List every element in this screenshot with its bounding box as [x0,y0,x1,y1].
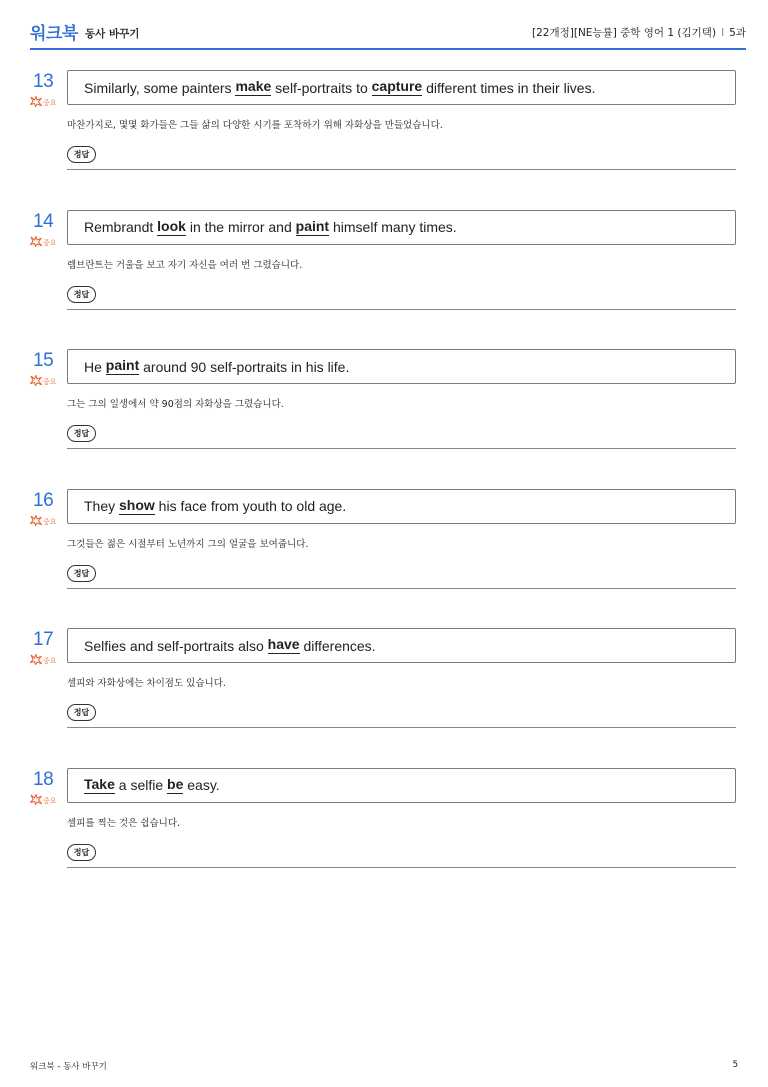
book-info [532,25,746,40]
important-badge-label: 중요 [43,796,57,805]
answer-button[interactable]: 정답 [67,425,96,442]
target-verb: paint [105,357,140,373]
question-number: 13 [33,71,54,92]
important-badge [30,236,57,248]
sentence-box [67,210,736,245]
korean-translation: 셀피와 자화상에는 차이점도 있습니다. [67,678,226,689]
answer-line [67,727,736,728]
sentence-text: differences. [299,637,376,654]
question-item [0,628,768,738]
sentence-box [67,489,736,524]
sentence-box [67,349,736,384]
star-burst-icon [30,99,43,107]
sentence-text: Selfies and self-portraits also [84,637,268,654]
korean-translation: 그것들은 젊은 시절부터 노년까지 그의 얼굴을 보여줍니다. [67,538,309,550]
target-verb: make [235,78,272,94]
important-badge [30,375,57,387]
sentence-box [67,628,736,663]
brand-title: 워크북 [30,24,78,44]
korean-translation: 렘브란트는 거울을 보고 자기 자신을 여러 번 그렸습니다. [67,259,303,271]
target-verb: have [267,636,300,652]
question-item [0,70,768,180]
lesson-label: 5과 [729,27,746,39]
sentence-text: Rembrandt [84,219,158,235]
answer-line [67,309,736,310]
star-burst-icon [30,239,43,247]
star-burst-icon [30,657,43,665]
important-badge-label: 중요 [43,657,57,665]
important-badge-label: 중요 [43,517,57,526]
sentence-text: easy. [183,777,220,793]
sentence-text: He [84,358,106,375]
question-number: 16 [33,489,54,511]
important-badge-label: 중요 [43,99,57,107]
important-badge [30,515,57,527]
important-badge-label: 중요 [43,238,57,247]
answer-button[interactable]: 정답 [67,565,96,582]
worksheet-subtitle: 동사 바꾸기 [85,28,140,40]
sentence-text: a selfie [114,777,168,793]
answer-button[interactable]: 정답 [67,286,96,303]
answer-button[interactable]: 정답 [67,146,96,163]
question-item [0,349,768,459]
answer-button[interactable]: 정답 [67,844,96,861]
korean-translation: 그는 그의 일생에서 약 90점의 자화상을 그렸습니다. [67,399,284,410]
question-number: 18 [33,768,54,790]
sentence-text: Similarly, some painters [84,79,236,96]
important-badge [30,794,57,806]
sentence-text: around 90 self-portraits in his life. [139,358,350,375]
answer-line [67,588,736,589]
star-burst-icon [30,518,43,526]
sentence-text: different times in their lives. [422,79,596,96]
answer-button[interactable]: 정답 [67,704,96,721]
target-verb: look [157,217,186,234]
question-number: 14 [33,210,54,232]
sentence-text: self-portraits to [271,79,372,96]
sentence-box [67,768,736,803]
question-item [0,768,768,878]
question-number: 15 [33,350,54,371]
sentence-text: his face from youth to old age. [154,498,347,514]
target-verb: paint [295,217,330,234]
answer-line [67,169,736,170]
star-burst-icon [30,797,43,805]
page-header [30,18,746,50]
answer-line [67,448,736,449]
korean-translation: 마찬가지로, 몇몇 화가들은 그들 삶의 다양한 시기를 포착하기 위해 자화상을 만들었습니다. [67,120,443,131]
sentence-text: himself many times. [329,219,457,235]
book-title: [22개정][NE능률] 중학 영어 1 (김기택) [532,27,717,39]
answer-line [67,867,736,868]
sentence-text: They [84,498,120,514]
important-badge-label: 중요 [43,378,57,386]
target-verb: Take [84,775,115,792]
page-number: 5 [732,1060,738,1070]
question-item [0,489,768,599]
sentence-text: in the mirror and [185,219,296,235]
header-separator: I [721,27,725,39]
target-verb: show [119,496,155,513]
star-burst-icon [30,378,43,386]
question-item [0,210,768,320]
important-badge [30,96,57,108]
important-badge [30,654,57,666]
target-verb: be [167,775,184,792]
footer-title: 워크북 - 동사 바꾸기 [30,1062,107,1072]
target-verb: capture [371,78,423,94]
korean-translation: 셀피를 찍는 것은 쉽습니다. [67,817,181,829]
question-number: 17 [33,629,54,650]
sentence-box [67,70,736,105]
